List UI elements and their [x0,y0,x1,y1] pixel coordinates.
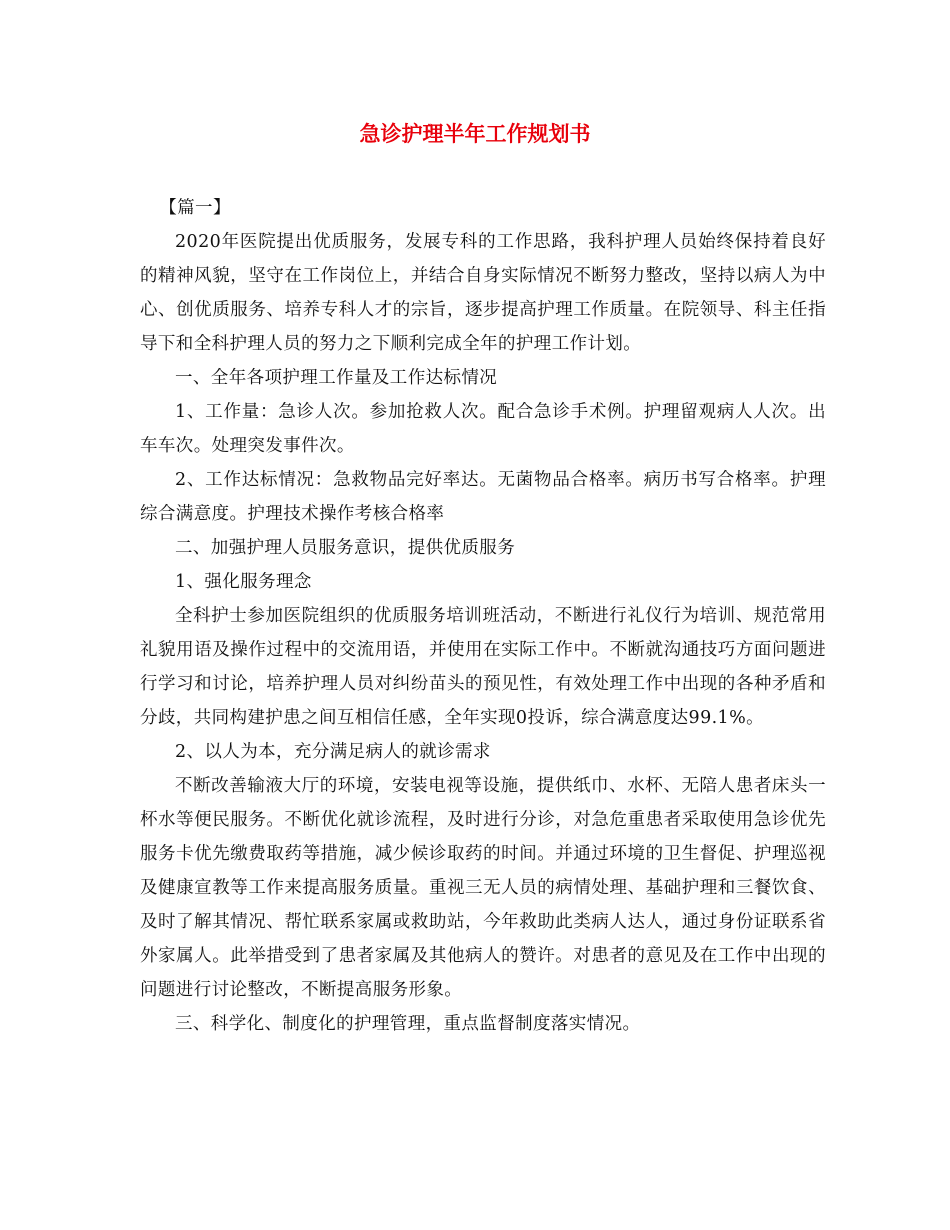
document-title: 急诊护理半年工作规划书 [359,121,591,146]
section-heading: 一、全年各项护理工作量及工作达标情况 [175,368,498,388]
document-body [140,191,826,1041]
subsection-heading: 2、以人为本，充分满足病人的就诊需求 [175,742,491,762]
paragraph: 不断改善输液大厅的环境，安装电视等设施，提供纸巾、水杯、无陪人患者床头一杯水等便民服务。不断优化就诊流程，及时进行分诊，对急危重患者采取使用急诊优先服务卡优先缴费取药等措施，减少候诊取药的时间。并通过环境的卫生督促、护理巡视及健康宣教等工作来提高服务质量。重视三无人员的病情处理、基础护理和三餐饮食、及时了解其情况、帮忙联系家属或救助站，今年救助此类病人达人，通过身份证联系省外家属人。此举措受到了患者家属及其他病人的赞许。对患者的意见及在工作中出现的问题进行讨论整改，不断提高服务形象。 [140,776,826,1000]
paragraph: 2020年医院提出优质服务，发展专科的工作思路，我科护理人员始终保持着良好的精神风貌，坚守在工作岗位上，并结合自身实际情况不断努力整改，坚持以病人为中心、创优质服务、培养专科人才的宗旨，逐步提高护理工作质量。在院领导、科主任指导下和全科护理人员的努力之下顺利完成全年的护理工作计划。 [140,232,826,354]
subsection-heading: 1、强化服务理念 [175,572,312,592]
section-heading: 二、加强护理人员服务意识，提供优质服务 [175,538,516,558]
paragraph: 2、工作达标情况：急救物品完好率达。无菌物品合格率。病历书写合格率。护理综合满意度。护理技术操作考核合格率 [140,470,826,524]
section-label: 【篇一】 [159,198,231,218]
paragraph: 全科护士参加医院组织的优质服务培训班活动，不断进行礼仪行为培训、规范常用礼貌用语及操作过程中的交流用语，并使用在实际工作中。不断就沟通技巧方面问题进行学习和讨论，培养护理人员对纠纷苗头的预见性，有效处理工作中出现的各种矛盾和分歧，共同构建护患之间互相信任感，全年实现0投诉，综合满意度达99.1%。 [140,606,826,728]
paragraph: 1、工作量：急诊人次。参加抢救人次。配合急诊手术例。护理留观病人人次。出车车次。处理突发事件次。 [140,402,826,456]
section-heading: 三、科学化、制度化的护理管理，重点监督制度落实情况。 [175,1014,641,1034]
